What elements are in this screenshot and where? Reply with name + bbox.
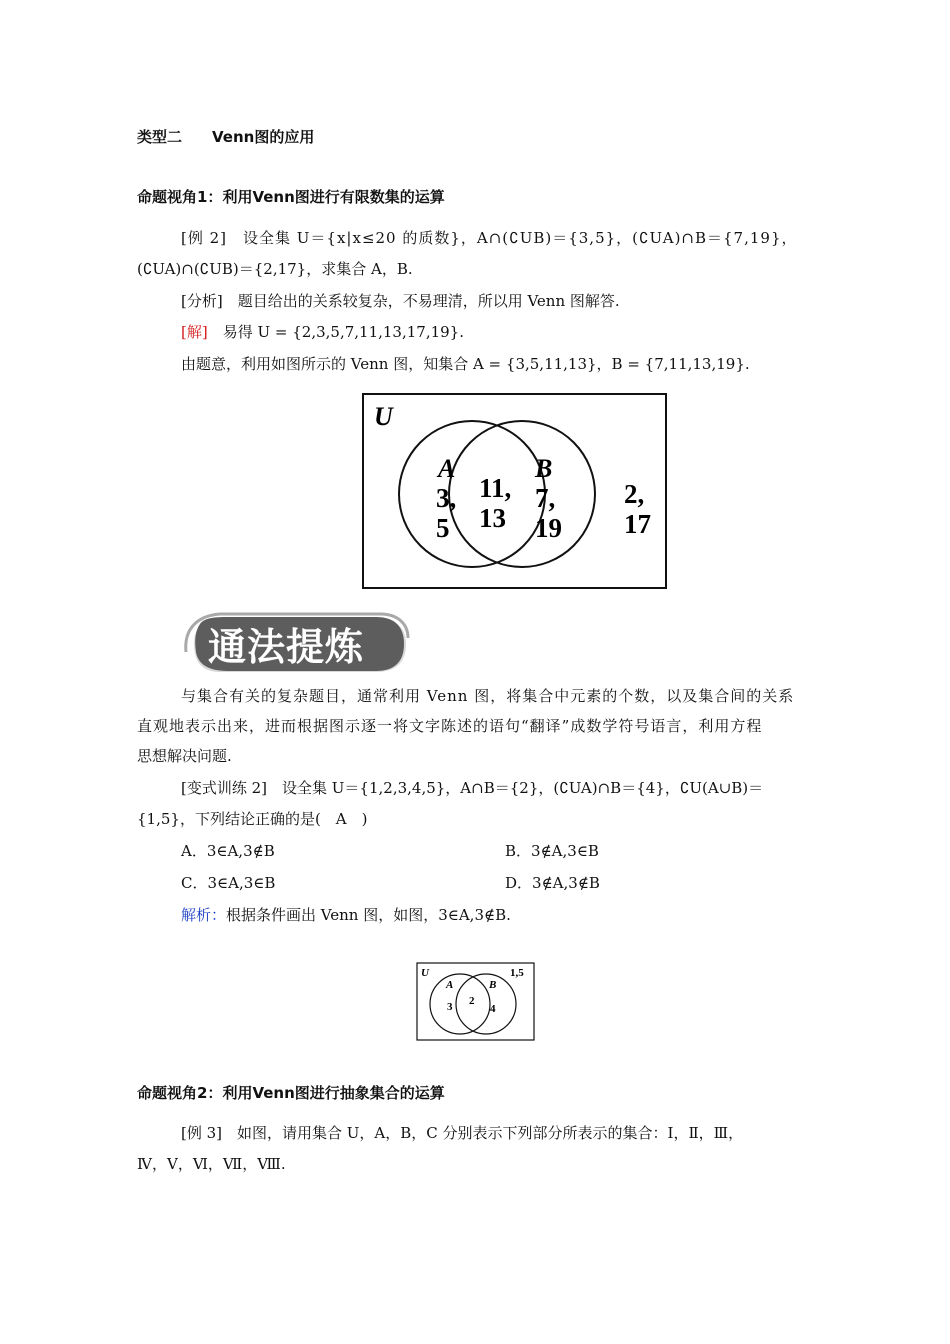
outside-1: 2, — [624, 479, 645, 509]
a-only-2: 3 — [447, 1001, 453, 1013]
jiexi-tag: 解析： — [181, 906, 227, 924]
b-only-2: 4 — [490, 1003, 496, 1015]
venn-diagram-2 — [416, 962, 536, 1042]
example2-line2: (∁UA)∩(∁UB)＝{2,17}，求集合 A，B. — [137, 260, 413, 278]
method-line1: 与集合有关的复杂题目，通常利用 Venn 图，将集合中元素的个数，以及集合间的关系 — [181, 687, 795, 705]
option-a: A．3∈A,3∉B — [181, 842, 275, 860]
example2-solution-line2: 由题意，利用如图所示的 Venn 图，知集合 A = {3,5,11,13}，B = {7,11,13,19}. — [181, 355, 750, 373]
option-b: B．3∉A,3∈B — [505, 842, 599, 860]
universe-rect — [363, 394, 666, 588]
both-1: 11, — [479, 473, 512, 503]
circle-a-2 — [430, 974, 490, 1034]
jiexi-text: 根据条件画出 Venn 图，如图，3∈A,3∉B. — [226, 906, 511, 924]
example2-analysis: [分析] 题目给出的关系较复杂，不易理清，所以用 Venn 图解答. — [181, 292, 620, 310]
solution-tag: [解] — [181, 323, 208, 341]
section-title: 类型二 Venn图的应用 — [137, 128, 315, 146]
example3-line1: [例 3] 如图，请用集合 U，A，B，C 分别表示下列部分所表示的集合：Ⅰ，Ⅱ，Ⅲ， — [181, 1124, 744, 1142]
example3-line2: Ⅳ，Ⅴ，Ⅵ，Ⅶ，Ⅷ. — [137, 1155, 286, 1173]
circle-b — [449, 421, 595, 567]
jiexi — [181, 905, 511, 925]
view2-title: 命题视角2：利用Venn图进行抽象集合的运算 — [137, 1084, 445, 1102]
a-only-2: 5 — [436, 513, 450, 543]
option-d: D．3∉A,3∉B — [505, 874, 600, 892]
example2-line1: [例 2] 设全集 U＝{x|x≤20 的质数}，A∩(∁UB)＝{3,5}，(∁UA)∩B＝{7,19}， — [181, 229, 798, 247]
solution-text: 易得 U = {2,3,5,7,11,13,17,19}. — [207, 323, 464, 341]
variant-line1: [变式训练 2] 设全集 U＝{1,2,3,4,5}，A∩B＝{2}，(∁UA)∩B＝{4}，∁U(A∪B)＝ — [181, 779, 764, 797]
method-banner — [180, 608, 410, 680]
view1-title: 命题视角1：利用Venn图进行有限数集的运算 — [137, 188, 445, 206]
both-2: 2 — [469, 995, 475, 1007]
label-a: A — [438, 454, 456, 483]
label-a-2: A — [446, 979, 454, 991]
both-2: 13 — [479, 503, 506, 533]
circle-b-2 — [456, 974, 516, 1034]
label-u-2: U — [421, 967, 429, 979]
method-line3: 思想解决问题. — [137, 747, 232, 765]
venn-diagram-1 — [362, 393, 668, 590]
example2-solution — [181, 322, 464, 342]
banner-text: 通法提炼 — [208, 625, 365, 669]
variant-line2: {1,5}，下列结论正确的是( A ) — [137, 810, 368, 828]
outside-2: 1,5 — [510, 967, 524, 979]
label-b: B — [535, 454, 553, 483]
method-line2: 直观地表示出来，进而根据图示逐一将文字陈述的语句“翻译”成数学符号语言，利用方程 — [137, 717, 763, 735]
b-only-2: 19 — [535, 513, 562, 543]
outside-2: 17 — [624, 509, 651, 539]
b-only-1: 7, — [535, 483, 556, 513]
label-u: U — [374, 402, 393, 431]
option-c: C．3∈A,3∈B — [181, 874, 276, 892]
circle-a — [399, 421, 545, 567]
label-b-2: B — [489, 979, 497, 991]
a-only-1: 3, — [436, 483, 457, 513]
